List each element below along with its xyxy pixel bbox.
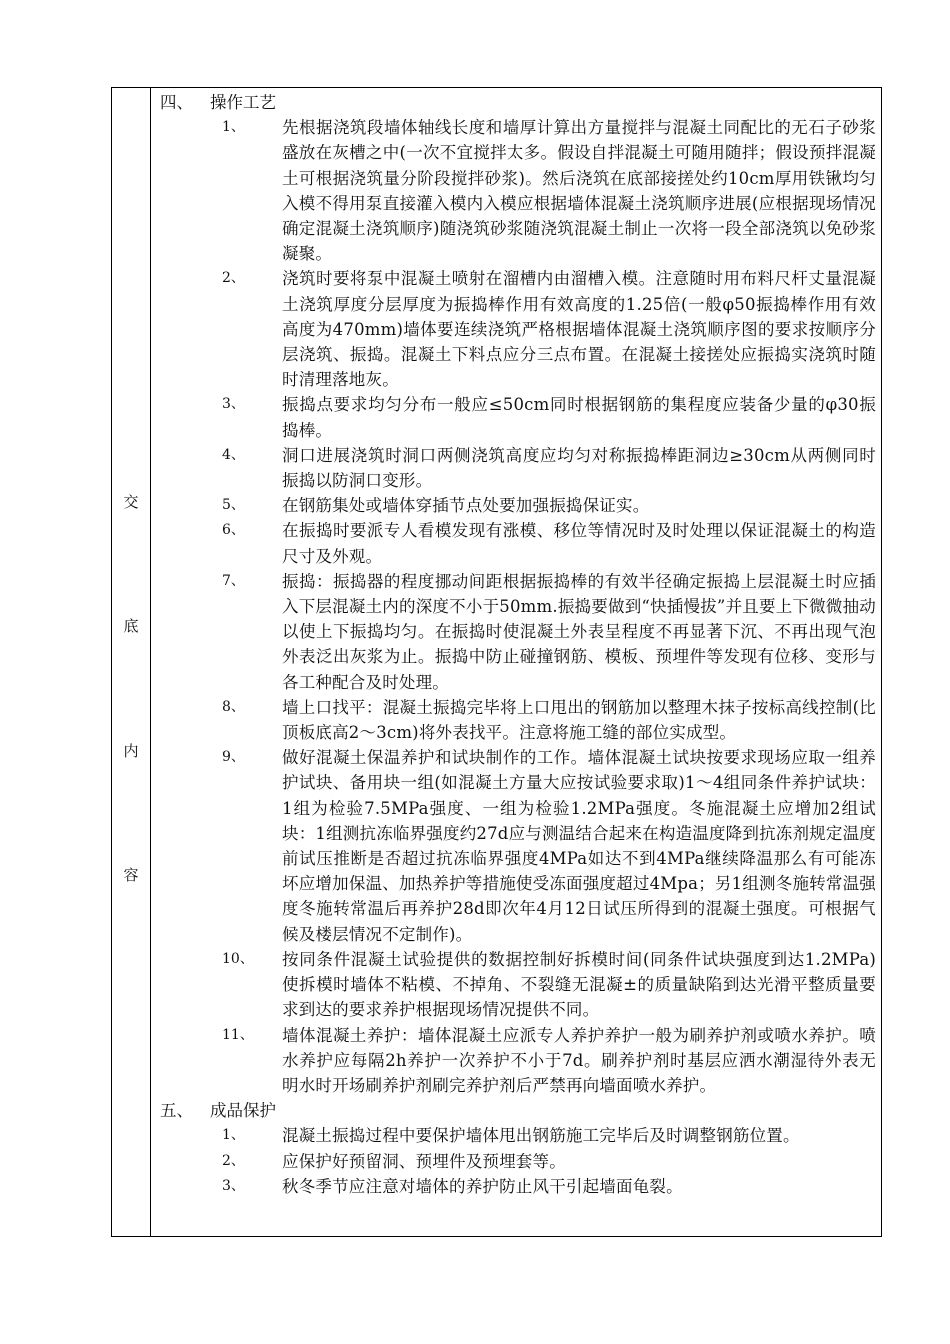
item-text: 在钢筋集处或墙体穿插节点处要加强振捣保证实。 — [282, 496, 650, 516]
item-text: 做好混凝土保温养护和试块制作的工作。墙体混凝土试块按要求现场应取一组养护试块、备用块一组(如混凝土方量大应按试验要求取)1～4组同条件养护试块：1组为检验7.5MPa强度、一组为检验1.2MPa强度。冬施混凝土应增加2组试块：1组测抗冻临界强度约27d应与测温结合起来在构造温度降到抗冻剂规定温度前试压推断是否超过抗冻临界强度4MPa如达不到4MPa继续降温那么有可能冻坏应增加保温、加热养护等措施使受冻面强度超过4Mpa；另1组测冬施转常温强度冬施转常温后再养护28d即次年4月12日试压所得到的混凝土强度。可根据气候及楼层情况不定制作)。 — [282, 748, 876, 944]
list-item — [160, 1149, 876, 1174]
list-item — [160, 392, 876, 442]
list-item — [160, 518, 876, 568]
item-number: 8、 — [222, 698, 245, 715]
list-item — [160, 1123, 876, 1148]
list-item — [160, 493, 876, 518]
item-text: 秋冬季节应注意对墙体的养护防止风干引起墙面龟裂。 — [282, 1176, 683, 1196]
list-item — [160, 266, 876, 392]
list-item — [160, 1174, 876, 1199]
column-divider — [150, 87, 151, 1237]
item-number: 3、 — [222, 396, 245, 413]
item-number: 10、 — [222, 950, 254, 967]
side-label-char: 内 — [123, 742, 139, 760]
list-item — [160, 745, 876, 947]
item-text: 按同条件混凝土试验提供的数据控制好拆模时间(同条件试块强度到达1.2MPa)使拆模时墙体不粘模、不掉角、不裂缝无混凝±的质量缺陷到达光滑平整质量要求到达的要求养护根据现场情况提供不同。 — [282, 949, 876, 1020]
section-heading — [160, 1098, 876, 1123]
item-number: 11、 — [222, 1026, 254, 1043]
item-text: 洞口进展浇筑时洞口两侧浇筑高度应均匀对称振捣棒距洞边≥30cm从两侧同时振捣以防洞口变形。 — [282, 445, 876, 491]
item-text: 振捣：振捣器的程度挪动间距根据振捣棒的有效半径确定振捣上层混凝土时应插入下层混凝土内的深度不小于50mm.振捣要做到“快插慢拔”并且要上下微微抽动以使上下振捣均匀。在振捣时使混凝土外表呈程度不再显著下沉、不再出现气泡外表泛出灰浆为止。振捣中防止碰撞钢筋、模板、预埋件等发现有位移、变形与各工种配合及时处理。 — [282, 571, 876, 692]
item-number: 3、 — [222, 1177, 245, 1194]
list-item — [160, 1023, 876, 1099]
section-title: 成品保护 — [210, 1101, 276, 1121]
section-number: 四、 — [160, 93, 193, 112]
list-item — [160, 695, 876, 745]
item-text: 混凝土振捣过程中要保护墙体甩出钢筋施工完毕后及时调整钢筋位置。 — [282, 1126, 800, 1146]
list-item — [160, 115, 876, 266]
list-item — [160, 947, 876, 1023]
section-title: 操作工艺 — [210, 93, 276, 112]
item-text: 先根据浇筑段墙体轴线长度和墙厚计算出方量搅拌与混凝土同配比的无石子砂浆盛放在灰槽之中(一次不宜搅拌太多。假设自拌混凝土可随用随拌；假设预拌混凝土可根据浇筑量分阶段搅拌砂浆)。然后浇筑在底部接搓处约10cm厚用铁锹均匀入模不得用泵直接灌入模内入模应根据墙体混凝土浇筑顺序进展(应根据现场情况确定混凝土浇筑顺序)随浇筑砂浆随浇筑混凝土制止一次将一段全部浇筑以免砂浆凝聚。 — [282, 118, 876, 264]
item-text: 应保护好预留洞、预埋件及预埋套等。 — [282, 1151, 566, 1171]
item-number: 9、 — [222, 749, 245, 766]
side-label-char: 交 — [123, 493, 139, 511]
item-number: 2、 — [222, 270, 245, 287]
content-cell — [160, 90, 876, 1199]
item-number: 1、 — [222, 119, 245, 136]
item-text: 在振捣时要派专人看模发现有涨模、移位等情况时及时处理以保证混凝土的构造尺寸及外观。 — [282, 521, 876, 566]
side-label-char: 底 — [123, 617, 139, 635]
item-text: 浇筑时要将泵中混凝土喷射在溜槽内由溜槽入模。注意随时用布料尺杆丈量混凝土浇筑厚度分层厚度为振捣棒作用有效高度的1.25倍(一般φ50振捣棒作用有效高度为470mm)墙体要连续浇筑严格根据墙体混凝土浇筑顺序图的要求按顺序分层浇筑、振捣。混凝土下料点应分三点布置。在混凝土接搓处应振捣实浇筑时随时清理落地灰。 — [282, 269, 876, 390]
item-number: 7、 — [222, 572, 245, 589]
item-text: 墙体混凝土养护：墙体混凝土应派专人养护养护一般为刷养护剂或喷水养护。喷水养护应每隔2h养护一次养护不小于7d。刷养护剂时基层应洒水潮湿待外表无明水时开场刷养护剂刷完养护剂后严禁再向墙面喷水养护。 — [282, 1025, 876, 1095]
item-number: 4、 — [222, 446, 245, 463]
item-text: 振捣点要求均匀分布一般应≤50cm同时根据钢筋的集程度应装备少量的φ30振捣棒。 — [282, 395, 876, 440]
side-label-char: 容 — [123, 866, 139, 884]
item-number: 5、 — [222, 497, 245, 514]
list-item — [160, 443, 876, 493]
section-number: 五、 — [160, 1101, 193, 1121]
section-heading — [160, 90, 876, 115]
item-number: 1、 — [222, 1127, 245, 1144]
list-item — [160, 569, 876, 695]
item-number: 6、 — [222, 522, 245, 539]
item-text: 墙上口找平：混凝土振捣完毕将上口甩出的钢筋加以整理木抹子按标高线控制(比顶板底高2～3cm)将外表找平。注意将施工缝的部位实成型。 — [282, 697, 876, 743]
item-number: 2、 — [222, 1152, 245, 1169]
